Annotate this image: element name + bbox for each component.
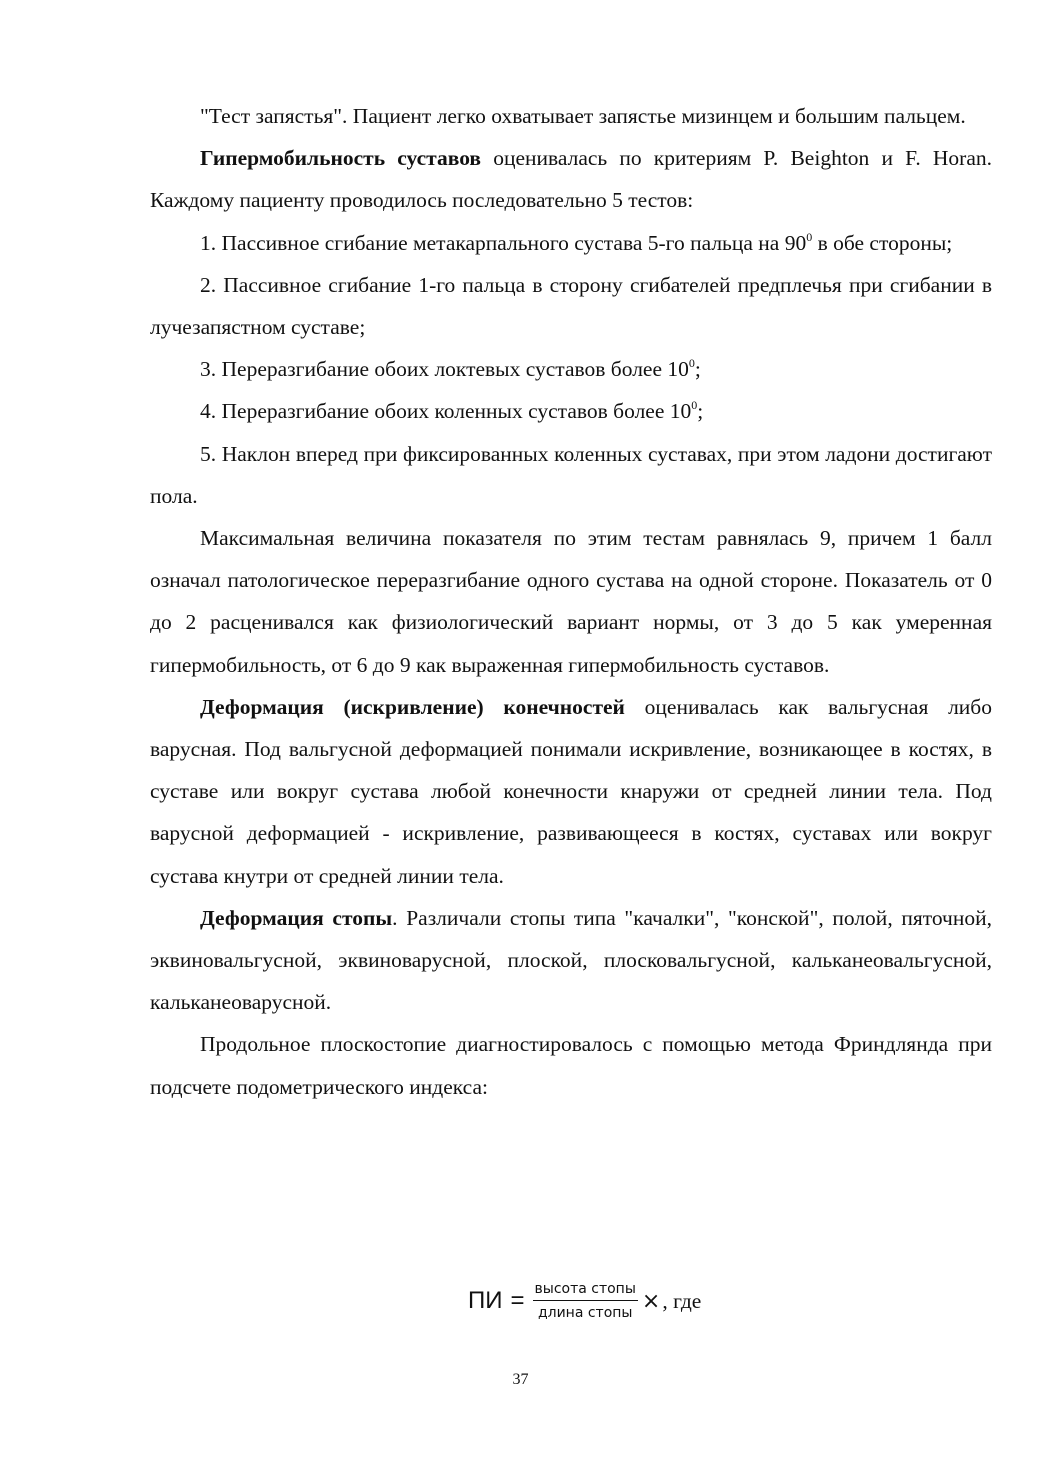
bold-term: Деформация (искривление) конечностей: [200, 694, 625, 719]
paragraph-text: Продольное плоскостопие диагностировалось с помощью метода Фриндлянда при подсчете подометрического индекса:: [150, 1032, 992, 1099]
list-item-text: в обе стороны;: [812, 230, 953, 255]
degree-superscript: 0: [691, 398, 698, 413]
list-item-test-5: [150, 433, 992, 517]
paragraph-wrist-test: [150, 95, 992, 137]
formula-times: ×: [641, 1288, 661, 1314]
paragraph-flatfoot: [150, 1023, 992, 1107]
paragraph-hypermobility: [150, 137, 992, 221]
list-item-test-1: [150, 222, 992, 264]
paragraph-text: оценивалась по критериям P. Beighton и F. Horan. Каждому пациенту проводилось последовательно 5 тестов:: [150, 146, 992, 213]
list-item-test-3: [150, 348, 992, 390]
paragraph-text: "Тест запястья". Пациент легко охватывает запястье мизинцем и большим пальцем.: [200, 104, 966, 128]
formula-fraction: [533, 1279, 638, 1324]
formula-equals: =: [510, 1287, 525, 1314]
paragraph-text: оценивалась как вальгусная либо варусная. Под вальгусной деформацией понимали искривление, возникающее в костях, в суставе или вокруг сустава любой конечности кнаружи от средней линии тела. Под варусной деформацией - искривление, развивающееся в костях, суставах или вокруг сустава кнутри от средней линии тела.: [150, 694, 992, 888]
degree-superscript: 0: [688, 356, 695, 371]
list-item-text: 2. Пассивное сгибание 1-го пальца в сторону сгибателей предплечья при сгибании в лучезапястном суставе;: [150, 272, 992, 340]
paragraph-text: Максимальная величина показателя по этим тестам равнялась 9, причем 1 балл означал патологическое переразгибание одного сустава на одной стороне. Показатель от 0 до 2 расценивался как физиологический вариант нормы, от 3 до 5 как умеренная гипермобильность, от 6 до 9 как выраженная гипермобильность суставов.: [150, 526, 992, 677]
fraction-bar: [533, 1300, 638, 1302]
degree-superscript: 0: [806, 229, 813, 244]
formula-where: , где: [662, 1288, 702, 1313]
list-item-test-2: [150, 264, 992, 348]
list-item-text: ;: [694, 357, 701, 382]
paragraph-foot-deformation: [150, 897, 992, 1024]
list-item-text: 5. Наклон вперед при фиксированных коленных суставах, при этом ладони достигают пола.: [150, 441, 992, 508]
paragraph-score: [150, 517, 992, 686]
list-item-text: 4. Переразгибание обоих коленных суставов более 10: [200, 399, 692, 424]
page-number: 37: [512, 1371, 529, 1388]
podometric-index-formula: [468, 1273, 701, 1329]
formula-numerator: высота стопы: [534, 1280, 636, 1297]
paragraph-text: . Различали стопы типа "качалки", "конской", полой, пяточной, эквиновальгусной, эквиноварусной, плоской, плосковальгусной, кальканеовальгусной, кальканеоварусной.: [150, 905, 992, 1015]
paragraph-limb-deformation: [150, 686, 992, 897]
list-item-text: ;: [697, 399, 704, 424]
bold-term: Гипермобильность суставов: [200, 146, 482, 171]
formula-lhs: ПИ: [468, 1287, 503, 1314]
list-item-test-4: [150, 390, 992, 432]
formula-denominator: длина стопы: [537, 1305, 633, 1322]
list-item-text: 1. Пассивное сгибание метакарпального сустава 5-го пальца на 90: [200, 230, 807, 255]
list-item-text: 3. Переразгибание обоих локтевых суставов более 10: [200, 357, 689, 382]
document-body: [150, 95, 992, 1108]
bold-term: Деформация стопы: [200, 905, 393, 930]
